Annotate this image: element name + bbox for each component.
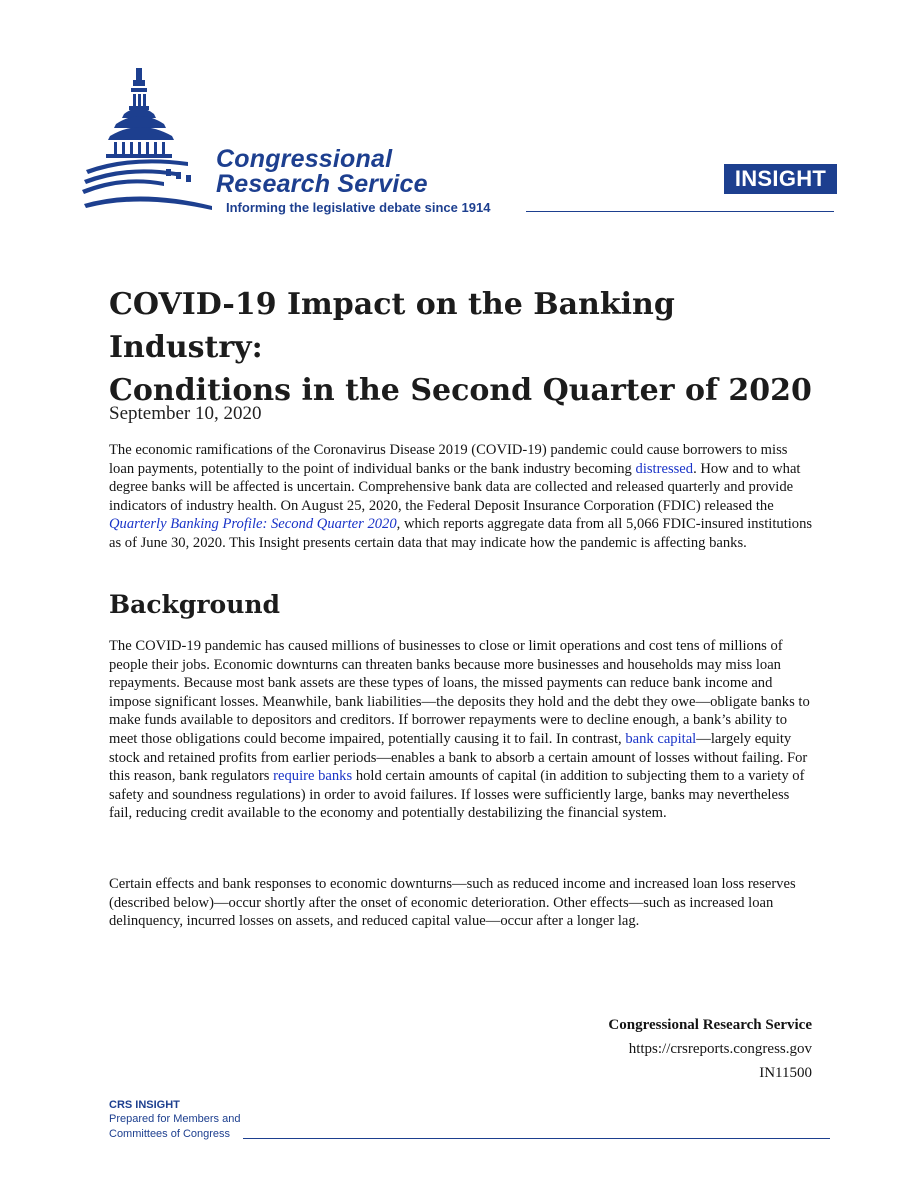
publication-date: September 10, 2020 <box>109 403 262 424</box>
background-text-3: hold certain amounts of capital (in addition to subjecting them to a variety of safety and soundness regulations) in order to avoid failures. If losses were sufficiently large, banks may nevertheless fail, reducing credit available to the economy and potentially destabilizing the financial system. <box>109 768 805 822</box>
header-rule <box>526 211 834 212</box>
crs-logo <box>80 66 540 226</box>
intro-paragraph <box>109 441 815 553</box>
link-require-banks[interactable]: require banks <box>273 768 353 785</box>
title-line-1: COVID-19 Impact on the Banking Industry: <box>109 287 675 365</box>
prepared-for <box>109 1112 240 1142</box>
link-quarterly-banking-profile[interactable]: Quarterly Banking Profile: Second Quarter 2020 <box>109 516 397 533</box>
link-bank-capital[interactable]: bank capital <box>625 730 697 747</box>
prepared-line-1: Prepared for Members and <box>109 1113 241 1125</box>
capitol-dome-icon <box>80 66 220 226</box>
report-id: IN11500 <box>759 1065 812 1081</box>
page-title <box>109 283 829 412</box>
prepared-line-2: Committees of Congress <box>109 1128 231 1140</box>
link-distressed[interactable]: distressed <box>635 460 694 477</box>
intro-text-2: . How and to what degree banks will be affected is uncertain. Comprehensive bank data are collected and released quarterly and provide indicators of industry health. On August 25, 2020, the Federal Deposit Insurance Corporation (FDIC) released the <box>109 460 801 514</box>
intro-text-3: , which reports aggregate data from all 5,066 FDIC-insured institutions as of June 30, 2020. This Insight presents certain data that may indicate how the pandemic is affecting banks. <box>109 516 813 551</box>
footer-org: Congressional Research Service <box>608 1017 812 1033</box>
background-paragraph-1 <box>109 637 815 823</box>
footer-block <box>608 1013 812 1085</box>
background-text-1: The COVID-19 pandemic has caused millions of businesses to close or limit operations and cost tens of millions of people their jobs. Economic downturns can threaten banks because more businesses and households may miss loan repayments. Because most bank assets are these types of loans, the missed payments can reduce bank income and impose significant losses. Meanwhile, bank liabilities—the deposits they hold and the debt they owe—obligate banks to make funds available to depositors and creditors. If borrower repayments were to decline enough, a bank’s ability to meet those obligations could become impaired, potentially causing it to fail. In contrast, <box>109 638 810 747</box>
insight-badge: INSIGHT <box>724 164 837 194</box>
footer-rule <box>243 1138 830 1139</box>
background-heading: Background <box>109 590 281 619</box>
org-name-line-2: Research Service <box>216 170 428 198</box>
background-paragraph-2: Certain effects and bank responses to economic downturns—such as reduced income and increased loan loss reserves (described below)—occur shortly after the onset of economic deterioration. Other effects—such as increased loan delinquency, incurred losses on assets, and reduced capital value—occur after a longer lag. <box>109 876 796 930</box>
tagline: Informing the legislative debate since 1914 <box>226 200 491 215</box>
footer-url[interactable]: https://crsreports.congress.gov <box>628 1041 812 1057</box>
background-text-2: —largely equity stock and retained profits from earlier periods—enables a bank to absorb a certain amount of losses without failing. For this reason, bank regulators <box>109 730 808 785</box>
org-name-line-1: Congressional <box>216 145 393 173</box>
title-line-2: Conditions in the Second Quarter of 2020 <box>109 373 812 408</box>
intro-text-1: The economic ramifications of the Coronavirus Disease 2019 (COVID-19) pandemic could cause borrowers to miss loan payments, potentially to the point of individual banks or the bank industry becoming <box>109 442 788 477</box>
crs-insight-label: CRS INSIGHT <box>109 1099 180 1111</box>
